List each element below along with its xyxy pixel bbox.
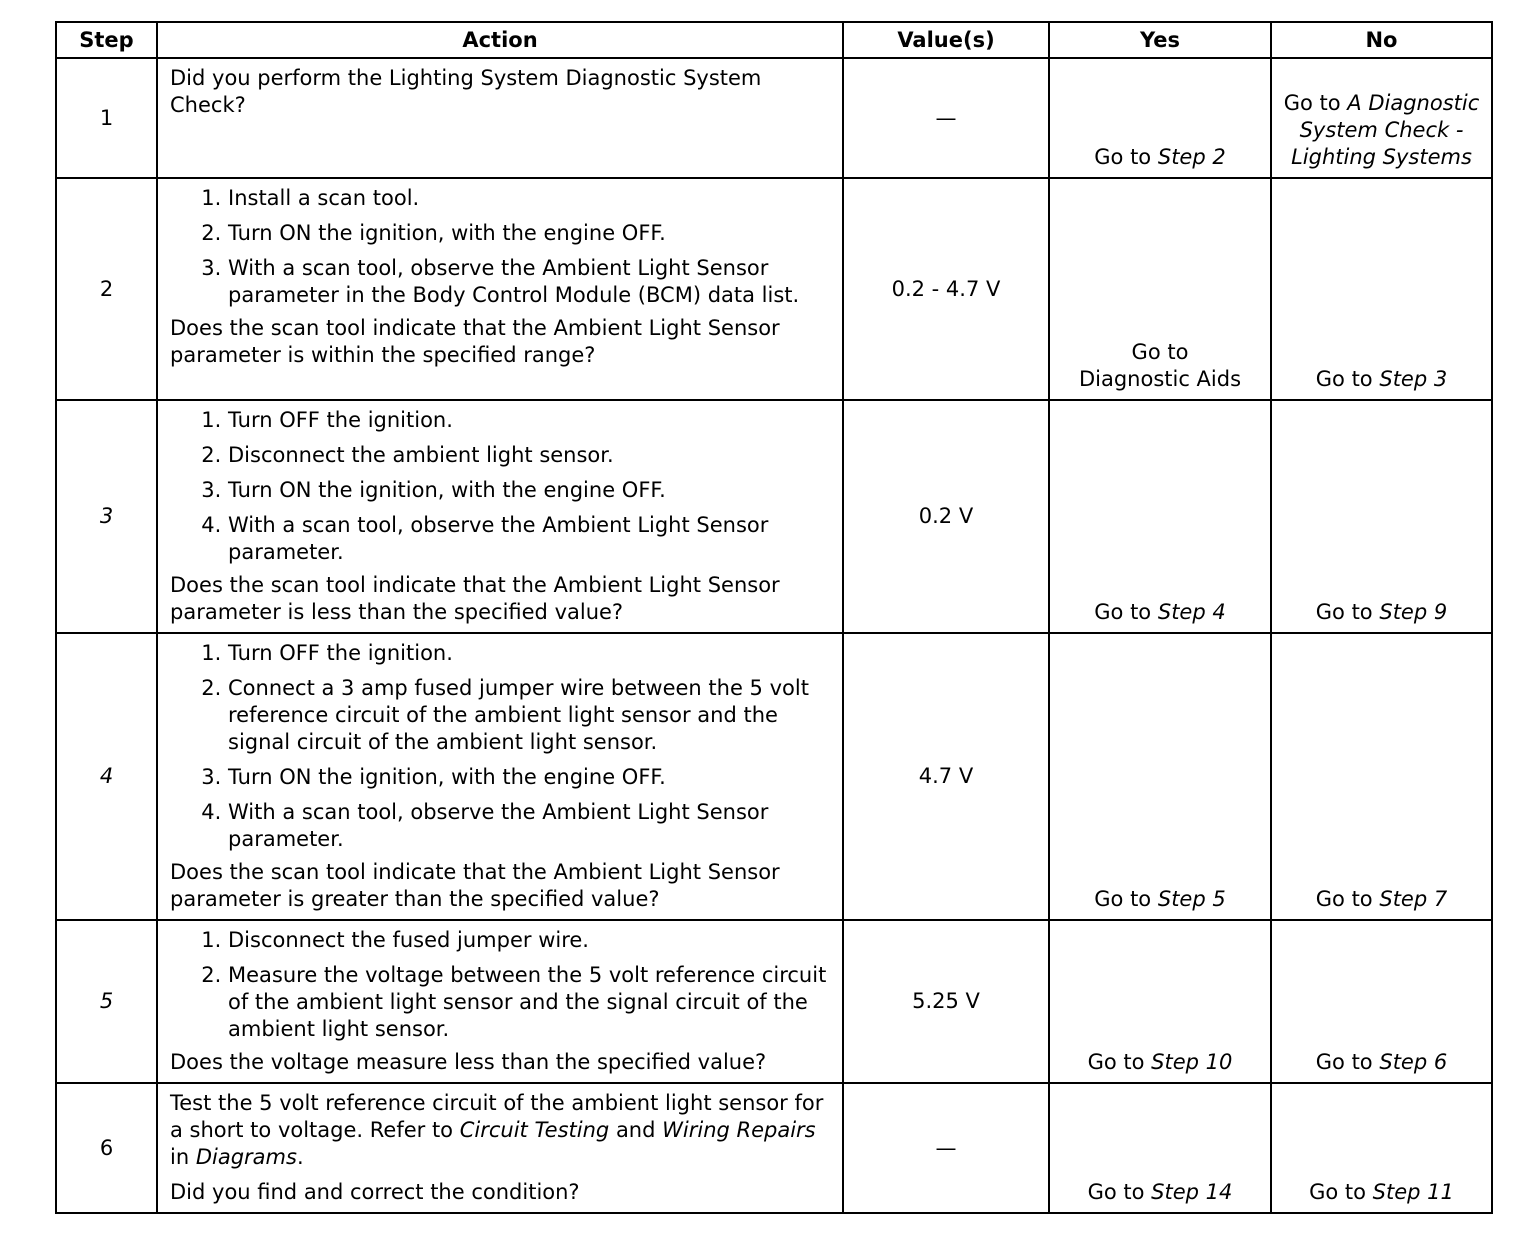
header-values: Value(s) <box>843 22 1049 58</box>
substep: 4. With a scan tool, observe the Ambient Light Sensor parameter. <box>228 799 834 853</box>
yes-prefix: Go to <box>1094 145 1152 169</box>
table-row <box>56 178 1492 400</box>
no-prefix: Go to <box>1315 1050 1373 1074</box>
header-row <box>56 22 1492 58</box>
yes-prefix: Go to <box>1087 1050 1145 1074</box>
table-row <box>56 633 1492 920</box>
no-prefix: Go to <box>1315 367 1373 391</box>
step-number: 4 <box>56 633 157 920</box>
table-row <box>56 1083 1492 1213</box>
action-cell <box>157 1083 843 1213</box>
action-text-part: Test the 5 volt reference circuit of the ambient light sensor for a short to voltage. Refer to <box>170 1091 824 1142</box>
no-prefix: Go to <box>1309 1180 1366 1204</box>
substep: 2. Disconnect the ambient light sensor. <box>228 442 834 469</box>
substep: 3. With a scan tool, observe the Ambient Light Sensor parameter in the Body Control Module (BCM) data list. <box>228 255 834 309</box>
substep: 1. Disconnect the fused jumper wire. <box>228 927 834 954</box>
substep: 2. Turn ON the ignition, with the engine OFF. <box>228 220 834 247</box>
substep-list <box>170 927 834 1043</box>
no-link: Step 9 <box>1379 600 1448 624</box>
action-text-part: in <box>170 1145 196 1169</box>
yes-cell <box>1049 58 1271 178</box>
substep: 1. Turn OFF the ignition. <box>228 640 834 667</box>
yes-link: Step 5 <box>1157 887 1226 911</box>
action-text-part: . <box>296 1145 304 1169</box>
diagnostic-table <box>55 21 1493 1214</box>
value-cell: 0.2 - 4.7 V <box>843 178 1049 400</box>
action-text-part: and <box>609 1118 663 1142</box>
substep-list <box>170 407 834 566</box>
substep: 2. Connect a 3 amp fused jumper wire between the 5 volt reference circuit of the ambient light sensor and the signal circuit of the ambient light sensor. <box>228 675 834 756</box>
no-prefix: Go to <box>1315 887 1373 911</box>
yes-prefix: Go to <box>1087 1180 1145 1204</box>
step-number: 6 <box>56 1083 157 1213</box>
step-number: 3 <box>56 400 157 633</box>
value-cell: — <box>843 1083 1049 1213</box>
no-cell <box>1271 178 1492 400</box>
substep-list <box>170 640 834 853</box>
action-cell <box>157 58 843 178</box>
yes-link: Step 2 <box>1157 145 1226 169</box>
no-link: A Diagnostic System Check - Lighting Systems <box>1291 91 1480 169</box>
yes-prefix: Go to <box>1131 340 1189 364</box>
substep: 4. With a scan tool, observe the Ambient Light Sensor parameter. <box>228 512 834 566</box>
yes-cell <box>1049 178 1271 400</box>
substep: 3. Turn ON the ignition, with the engine OFF. <box>228 764 834 791</box>
substep: 1. Turn OFF the ignition. <box>228 407 834 434</box>
question-text: Does the scan tool indicate that the Ambient Light Sensor parameter is less than the specified value? <box>170 573 780 624</box>
no-link: Step 11 <box>1372 1180 1454 1204</box>
action-text: Did you perform the Lighting System Diagnostic System Check? <box>170 66 762 117</box>
yes-prefix: Go to <box>1094 887 1152 911</box>
no-cell <box>1271 633 1492 920</box>
yes-cell <box>1049 633 1271 920</box>
table-row <box>56 920 1492 1083</box>
yes-cell <box>1049 1083 1271 1213</box>
yes-cell <box>1049 920 1271 1083</box>
substep: 1. Install a scan tool. <box>228 185 834 212</box>
step-number: 1 <box>56 58 157 178</box>
header-no: No <box>1271 22 1492 58</box>
yes-prefix: Go to <box>1094 600 1152 624</box>
action-cell <box>157 178 843 400</box>
reference-diagrams: Diagrams <box>195 1145 297 1169</box>
substep: 3. Turn ON the ignition, with the engine OFF. <box>228 477 834 504</box>
value-cell: 4.7 V <box>843 633 1049 920</box>
action-cell <box>157 920 843 1083</box>
question-text: Does the scan tool indicate that the Ambient Light Sensor parameter is within the specified range? <box>170 316 780 367</box>
action-cell <box>157 400 843 633</box>
header-action: Action <box>157 22 843 58</box>
table-row <box>56 58 1492 178</box>
yes-link: Step 14 <box>1151 1180 1233 1204</box>
header-step: Step <box>56 22 157 58</box>
question-text: Did you find and correct the condition? <box>170 1180 580 1204</box>
reference-wiring-repairs: Wiring Repairs <box>662 1118 816 1142</box>
question-text: Does the voltage measure less than the specified value? <box>170 1050 767 1074</box>
yes-cell <box>1049 400 1271 633</box>
value-cell: 0.2 V <box>843 400 1049 633</box>
value-cell: 5.25 V <box>843 920 1049 1083</box>
header-yes: Yes <box>1049 22 1271 58</box>
no-link: Step 6 <box>1379 1050 1448 1074</box>
yes-text: Diagnostic Aids <box>1078 367 1242 391</box>
question-text: Does the scan tool indicate that the Ambient Light Sensor parameter is greater than the specified value? <box>170 860 780 911</box>
action-cell <box>157 633 843 920</box>
substep-list <box>170 185 834 309</box>
no-cell <box>1271 58 1492 178</box>
table-row <box>56 400 1492 633</box>
reference-circuit-testing: Circuit Testing <box>459 1118 610 1142</box>
no-link: Step 3 <box>1379 367 1448 391</box>
yes-link: Step 4 <box>1157 600 1226 624</box>
step-number: 5 <box>56 920 157 1083</box>
action-text <box>170 1090 834 1171</box>
no-link: Step 7 <box>1379 887 1448 911</box>
substep: 2. Measure the voltage between the 5 volt reference circuit of the ambient light sensor and the signal circuit of the ambient light sensor. <box>228 962 834 1043</box>
yes-link: Step 10 <box>1151 1050 1233 1074</box>
value-cell: — <box>843 58 1049 178</box>
no-prefix: Go to <box>1283 91 1341 115</box>
step-number: 2 <box>56 178 157 400</box>
no-cell <box>1271 400 1492 633</box>
no-prefix: Go to <box>1315 600 1373 624</box>
no-cell <box>1271 920 1492 1083</box>
no-cell <box>1271 1083 1492 1213</box>
